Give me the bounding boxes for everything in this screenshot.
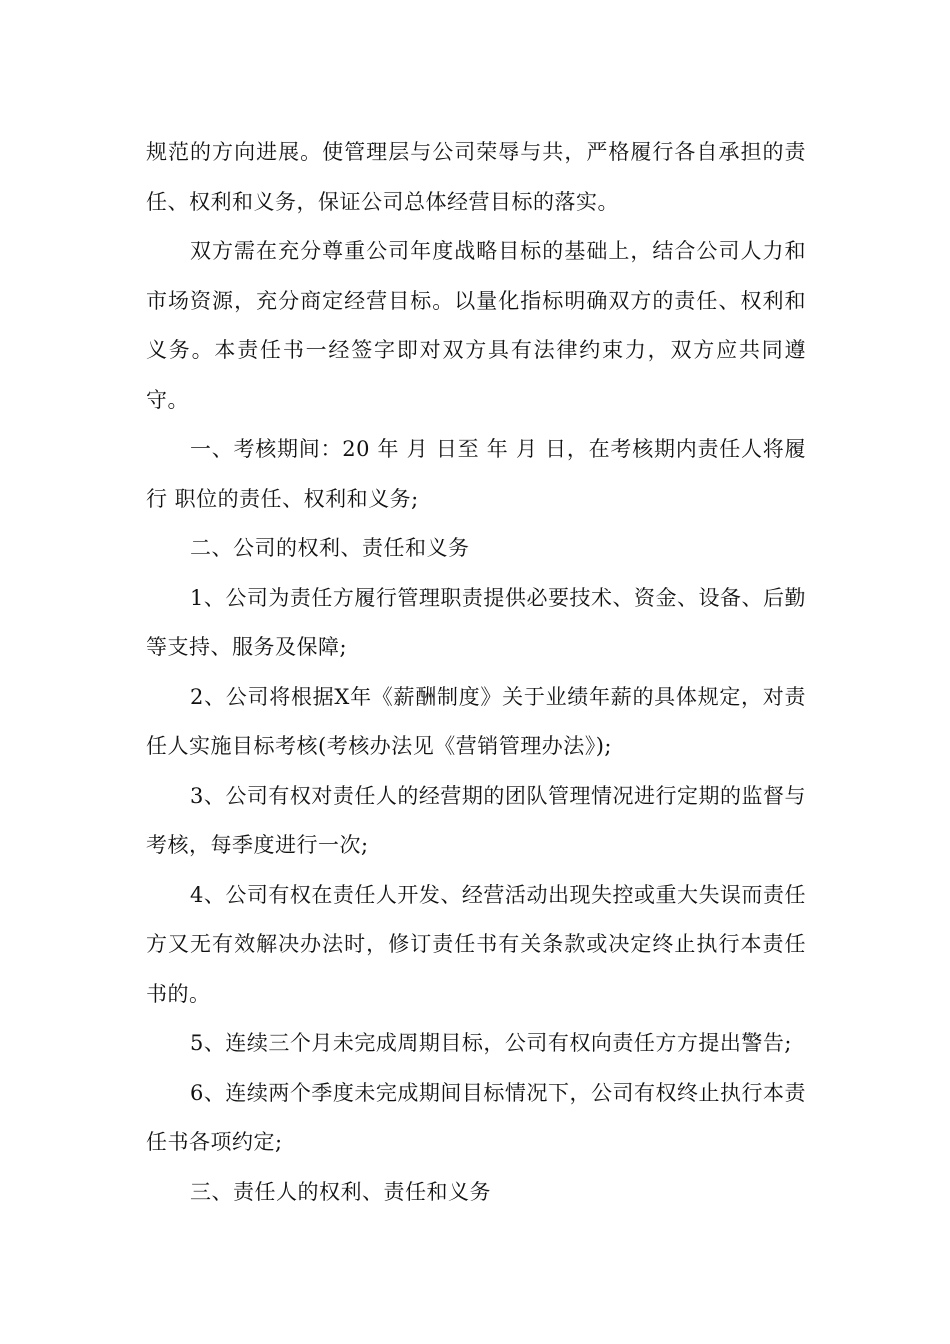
paragraph-mutual-agreement: 双方需在充分尊重公司年度战略目标的基础上，结合公司人力和市场资源，充分商定经营目标。以量化指标明确双方的责任、权利和义务。本责任书一经签字即对双方具有法律约束力，双方应共同遵守。 [146, 239, 806, 412]
paragraph-item-3: 3、公司有权对责任人的经营期的团队管理情况进行定期的监督与考核，每季度进行一次; [146, 783, 806, 857]
paragraph-item-4: 4、公司有权在责任人开发、经营活动出现失控或重大失误而责任方又无有效解决办法时，修订责任书有关条款或决定终止执行本责任书的。 [146, 882, 806, 1006]
paragraph-item-2: 2、公司将根据X年《薪酬制度》关于业绩年薪的具体规定，对责任人实施目标考核(考核办法见《营销管理办法》); [146, 684, 806, 758]
paragraph-section-1-assessment-period: 一、考核期间：20 年 月 日至 年 月 日，在考核期内责任人将履行 职位的责任、权利和义务; [146, 437, 806, 511]
paragraph-item-5: 5、连续三个月未完成周期目标，公司有权向责任方方提出警告; [190, 1031, 792, 1055]
heading-section-3-responsible-person: 三、责任人的权利、责任和义务 [190, 1179, 491, 1204]
paragraph-item-1: 1、公司为责任方履行管理职责提供必要技术、资金、设备、后勤等支持、服务及保障; [146, 585, 806, 659]
document-body [146, 128, 806, 1217]
heading-section-2-company-rights: 二、公司的权利、责任和义务 [190, 536, 470, 560]
paragraph-item-6: 6、连续两个季度未完成期间目标情况下，公司有权终止执行本责任书各项约定; [146, 1080, 806, 1154]
paragraph-continuation: 规范的方向进展。使管理层与公司荣辱与共，严格履行各自承担的责任、权利和义务，保证公司总体经营目标的落实。 [146, 140, 806, 214]
